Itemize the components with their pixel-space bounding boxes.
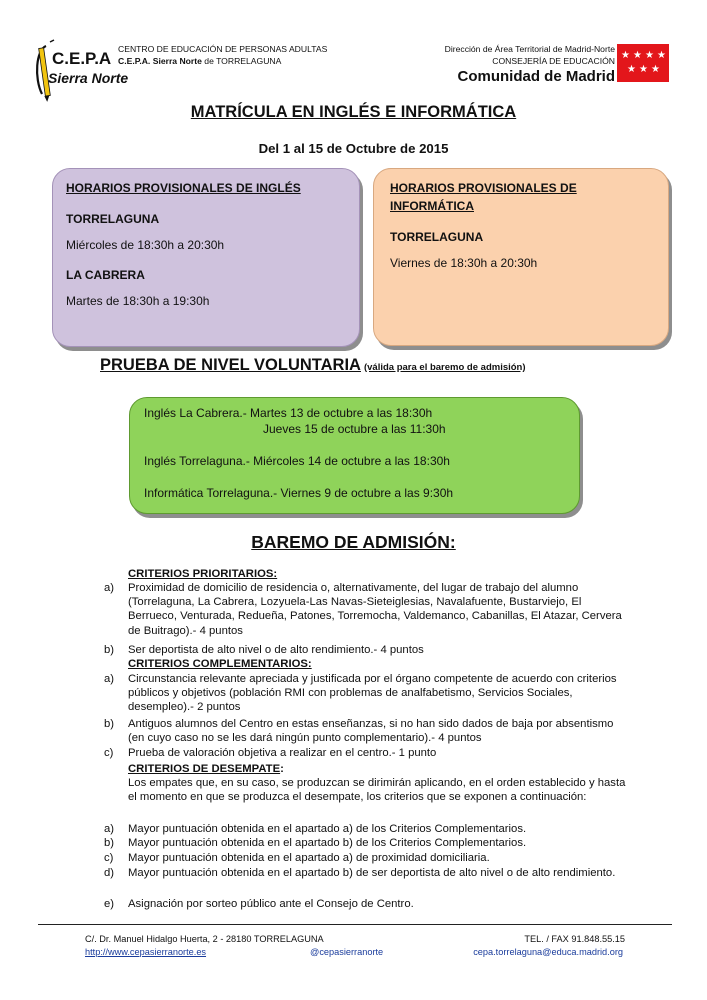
desempate-heading-text: CRITERIOS DE DESEMPATE: [128, 763, 281, 775]
list-item: [104, 746, 626, 760]
list-item-text: Circunstancia relevante apreciada y justificada por el órgano competente de acuerdo con criterios públicos y objetivos (población RMI con problemas de analfabetismo, Servicios Sociales, desempleo).- 2 puntos: [128, 673, 617, 714]
list-item: [104, 717, 626, 745]
comunidad-madrid: Comunidad de Madrid: [457, 68, 615, 85]
list-item-text: Ser deportista de alto nivel o de alto rendimiento.- 4 puntos: [128, 644, 424, 656]
page-title: MATRÍCULA EN INGLÉS E INFORMÁTICA: [190, 103, 517, 121]
it-place-torrelaguna: TORRELAGUNA: [390, 230, 484, 244]
list-item-text: Mayor puntuación obtenida en el apartado b) de los Criterios Complementarios.: [128, 837, 527, 849]
list-item-label: b): [104, 718, 115, 730]
desempate-heading: [128, 762, 284, 776]
list-item-text: Mayor puntuación obtenida en el apartado a) de los Criterios Complementarios.: [128, 823, 527, 835]
baremo-heading: BAREMO DE ADMISIÓN:: [251, 532, 456, 552]
it-box-title-line1: HORARIOS PROVISIONALES DE: [390, 181, 577, 195]
madrid-flag-icon: ★ ★ ★ ★ ★ ★ ★: [617, 44, 669, 82]
list-item: [104, 822, 626, 836]
center-subname-bold: C.E.P.A. Sierra Norte: [118, 56, 202, 66]
list-item: [104, 836, 626, 850]
list-item-text: Prueba de valoración objetiva a realizar en el centro.- 1 punto: [128, 747, 437, 759]
prueba-heading-text: PRUEBA DE NIVEL VOLUNTARIA: [100, 356, 361, 374]
list-item-label: e): [104, 898, 115, 910]
list-item-label: c): [104, 747, 114, 759]
area-direction: Dirección de Área Territorial de Madrid-Norte: [444, 44, 615, 54]
prioritarios-heading: CRITERIOS PRIORITARIOS:: [128, 568, 278, 580]
list-item-label: b): [104, 837, 115, 849]
center-name: CENTRO DE EDUCACIÓN DE PERSONAS ADULTAS: [118, 44, 328, 54]
center-subname-rest: de TORRELAGUNA: [201, 56, 282, 66]
prueba-line-torrelaguna: Inglés Torrelaguna.- Miércoles 14 de octubre a las 18:30h: [144, 454, 450, 468]
it-box-title-line2: INFORMÁTICA: [390, 199, 474, 213]
list-item: [104, 851, 626, 865]
prueba-heading-note: (válida para el baremo de admisión): [363, 362, 526, 373]
list-item-label: a): [104, 582, 115, 594]
page-subtitle: Del 1 al 15 de Octubre de 2015: [258, 141, 449, 156]
prueba-heading: [100, 356, 526, 375]
english-schedule-torrelaguna: Miércoles de 18:30h a 20:30h: [66, 238, 225, 252]
cepa-logo: [30, 38, 129, 104]
footer-twitter: @cepasierranorte: [310, 947, 384, 957]
english-schedule-la-cabrera: Martes de 18:30h a 19:30h: [66, 294, 210, 308]
list-item: [104, 581, 626, 638]
list-item-text: Asignación por sorteo público ante el Consejo de Centro.: [128, 898, 414, 910]
list-item-text: Proximidad de domicilio de residencia o, alternativamente, del lugar de trabajo del alumno (Torrelaguna, La Cabrera, Lozyuela-Las Navas-Sieteiglesias, Navalafuente, Bustarviejo, El Berrueco, Venturada, Redueña, Patones, Torremocha, Valdemanco, Cabanillas, El Atazar, Cervera de Buitrago).- 4 puntos: [128, 582, 622, 637]
header-right: [445, 43, 615, 86]
list-item-label: a): [104, 673, 115, 685]
list-item-text: Antiguos alumnos del Centro en estas enseñanzas, si no han sido dados de baja por absentismo (en cuyo caso no se les dará ningún punto complementario).- 4 puntos: [128, 718, 614, 745]
list-item-text: Mayor puntuación obtenida en el apartado b) de ser deportista de alto nivel o de alto rendimiento.: [128, 867, 616, 879]
english-place-torrelaguna: TORRELAGUNA: [66, 212, 160, 226]
desempate-intro: Los empates que, en su caso, se produzcan se dirimirán aplicando, en el orden establecido y hasta el momento en que se produzca el desempate, los criterios que se exponen a continuación:: [128, 777, 626, 804]
footer-divider: [38, 924, 672, 925]
list-item-label: b): [104, 644, 115, 656]
list-item: [104, 643, 626, 657]
list-item: [104, 866, 626, 880]
logo-line2: Sierra Norte: [48, 70, 129, 86]
complementarios-heading: CRITERIOS COMPLEMENTARIOS:: [128, 658, 312, 670]
prueba-line-cabrera-thursday: Jueves 15 de octubre a las 11:30h: [263, 422, 446, 436]
list-item-label: d): [104, 867, 115, 879]
prueba-line-informatica: Informática Torrelaguna.- Viernes 9 de octubre a las 9:30h: [144, 486, 454, 500]
list-item-label: a): [104, 823, 115, 835]
english-box-title: HORARIOS PROVISIONALES DE INGLÉS: [66, 181, 301, 195]
list-item-label: c): [104, 852, 114, 864]
prueba-line-cabrera: Inglés La Cabrera.- Martes 13 de octubre a las 18:30h: [144, 406, 433, 420]
header-left: [118, 43, 327, 67]
footer-address: C/. Dr. Manuel Hidalgo Huerta, 2 - 28180 TORRELAGUNA: [85, 934, 324, 944]
footer-website-link[interactable]: http://www.cepasierranorte.es: [85, 947, 207, 957]
center-subname: [118, 55, 327, 67]
it-schedule-box: [373, 168, 669, 346]
list-item: [104, 897, 626, 911]
footer-email: cepa.torrelaguna@educa.madrid.org: [473, 947, 623, 957]
prueba-box: [129, 397, 580, 514]
english-place-la-cabrera: LA CABRERA: [66, 268, 145, 282]
cepa-logo-graphic: [30, 38, 129, 104]
list-item: [104, 672, 626, 715]
it-schedule-torrelaguna: Viernes de 18:30h a 20:30h: [390, 256, 538, 270]
logo-line1: C.E.P.A: [52, 49, 112, 68]
desempate-heading-colon: :: [280, 763, 284, 775]
list-item-text: Mayor puntuación obtenida en el apartado a) de proximidad domiciliaria.: [128, 852, 490, 864]
consejeria: CONSEJERÍA DE EDUCACIÓN: [492, 56, 615, 66]
english-schedule-box: [52, 168, 360, 347]
footer-phone: TEL. / FAX 91.848.55.15: [524, 934, 625, 944]
